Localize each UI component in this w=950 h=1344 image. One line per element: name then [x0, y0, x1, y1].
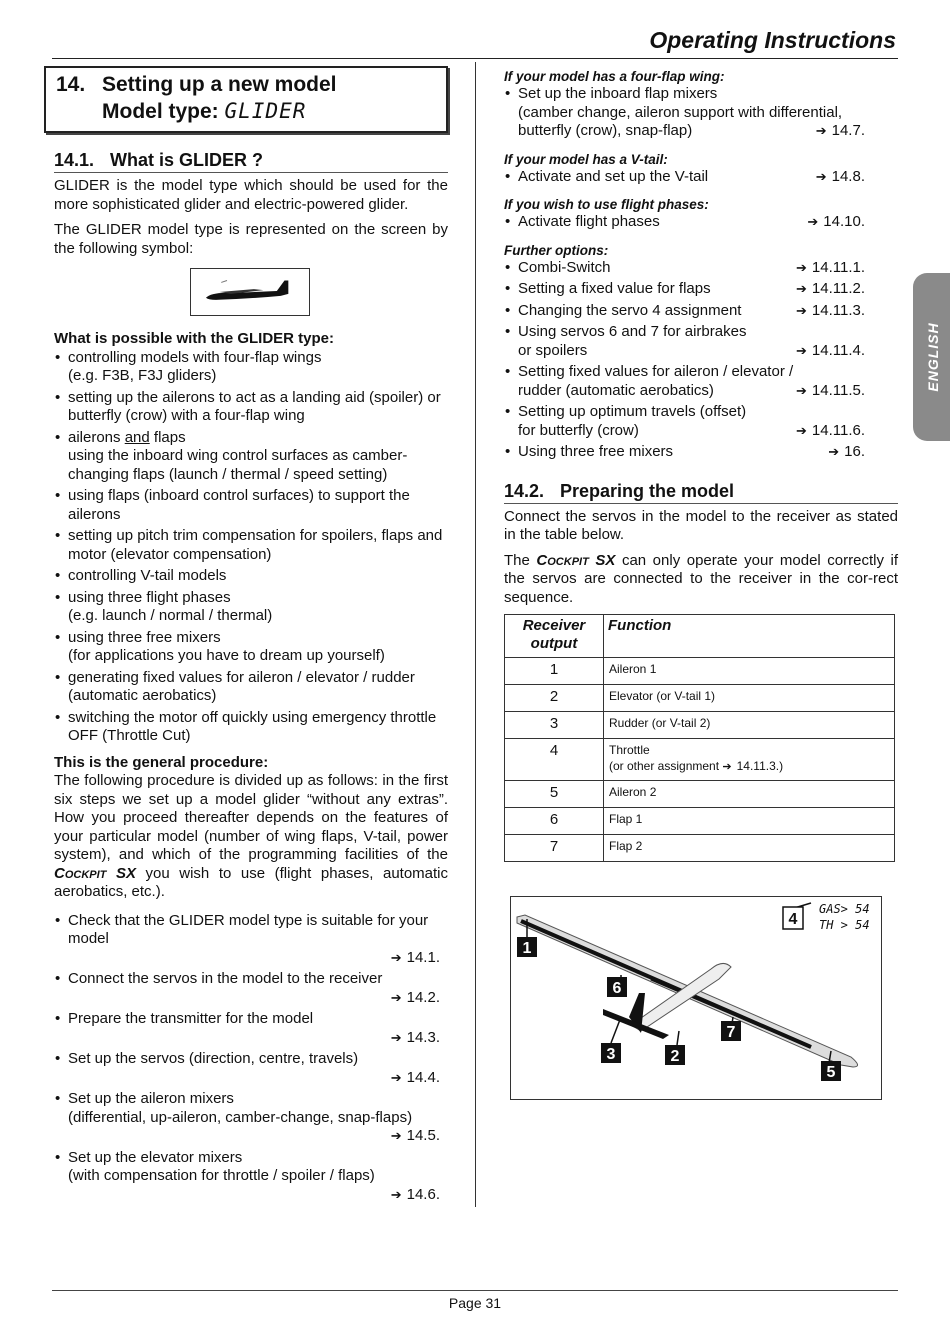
procedure-paragraph: The following procedure is divided up as follows: in the first six steps we set up a model glider “without any extras”. How you proceed thereafter depends on the features of your particular model (number of wing flaps, V-tail, power system), and which of the programming facilities of the Cockpit SX you wish to use (flight phases, automatic aerobatics, etc.). — [54, 772, 449, 900]
svg-text:7: 7 — [726, 1024, 736, 1041]
table-row: 2 Elevator (or V-tail 1) — [505, 685, 895, 712]
four-flap-list — [504, 85, 898, 141]
list-item: • Activate and set up the V-tail ➔ 14.8. — [504, 168, 898, 187]
footer-rule — [52, 1290, 898, 1291]
glider-servo-diagram — [510, 896, 882, 1100]
lcd-line-2: TH > 54 — [819, 918, 870, 932]
page-number: Page 31 — [448, 1295, 502, 1311]
section-title-box — [44, 66, 448, 133]
glider-symbol-icon — [190, 268, 310, 316]
vtail-heading: If your model has a V-tail: — [504, 151, 668, 167]
list-item: • switching the motor off quickly using emergency throttle OFF (Throttle Cut) — [54, 709, 448, 746]
list-item: • Set up the inboard flap mixers (camber change, aileron support with differential, butterfly (crow), snap-flap) ➔ 14.7. — [504, 85, 898, 141]
step-item: • Check that the GLIDER model type is suitable for your model ➔ 14.1. — [54, 912, 448, 968]
list-item: • ailerons and flaps using the inboard wing control surfaces as camber-changing flaps (launch / thermal / speed setting) — [54, 429, 448, 485]
further-heading: Further options: — [504, 242, 609, 258]
list-item: • Changing the servo 4 assignment ➔ 14.11.3. — [504, 302, 898, 321]
language-tab-label: ENGLISH — [924, 322, 941, 392]
possible-heading: What is possible with the GLIDER type: — [54, 330, 335, 347]
svg-text:3: 3 — [606, 1046, 616, 1063]
list-item: • setting up the ailerons to act as a landing aid (spoiler) or butterfly (crow) with a four-flap wing — [54, 389, 448, 426]
model-type-display: GLIDER — [224, 99, 307, 123]
callout-3 — [601, 1043, 621, 1063]
list-item: • using three flight phases (e.g. launch / normal / thermal) — [54, 589, 448, 626]
list-item: • Activate flight phases ➔ 14.10. — [504, 213, 898, 232]
list-item: • Setting up optimum travels (offset) for butterfly (crow) ➔ 14.11.6. — [504, 403, 898, 440]
paragraph: Connect the servos in the model to the receiver as stated in the table below. — [504, 507, 898, 543]
column-header-output: Receiver output — [505, 615, 604, 658]
paragraph: GLIDER is the model type which should be used for the more sophisticated glider and electric-powered glider. — [54, 177, 448, 213]
table-row: 7 Flap 2 — [505, 835, 895, 862]
callout-4 — [783, 907, 803, 929]
column-header-function: Function — [604, 615, 895, 658]
step-item: • Set up the servos (direction, centre, travels) ➔ 14.4. — [54, 1050, 448, 1087]
list-item: • using flaps (inboard control surfaces) to support the ailerons — [54, 487, 448, 524]
right-column — [504, 66, 898, 1100]
list-item: • controlling models with four-flap wings (e.g. F3B, F3J gliders) — [54, 349, 448, 386]
step-item: • Prepare the transmitter for the model ➔ 14.3. — [54, 1010, 448, 1047]
step-item: • Set up the elevator mixers (with compensation for throttle / spoiler / flaps) ➔ 14.6. — [54, 1149, 448, 1205]
svg-text:6: 6 — [612, 980, 622, 997]
step-item: • Set up the aileron mixers (differential, up-aileron, camber-change, snap-flaps) ➔ 14.5. — [54, 1090, 448, 1146]
svg-text:1: 1 — [522, 940, 532, 957]
language-tab — [913, 273, 950, 441]
callout-6 — [607, 977, 627, 997]
svg-text:4: 4 — [788, 911, 798, 928]
list-item: • Using servos 6 and 7 for airbrakes or spoilers ➔ 14.11.4. — [504, 323, 898, 360]
phases-list — [504, 213, 898, 232]
phases-heading: If you wish to use flight phases: — [504, 197, 709, 212]
callout-5 — [821, 1061, 841, 1081]
receiver-table — [504, 614, 895, 862]
four-flap-heading: If your model has a four-flap wing: — [504, 69, 725, 84]
glider-servo-illustration — [511, 897, 883, 1101]
procedure-heading: This is the general procedure: — [54, 753, 269, 771]
svg-text:2: 2 — [670, 1048, 680, 1065]
list-item: • Combi-Switch ➔ 14.11.1. — [504, 259, 898, 278]
paragraph: The GLIDER model type is represented on the screen by the following symbol: — [54, 221, 448, 257]
list-item: • generating fixed values for aileron / elevator / rudder (automatic aerobatics) — [54, 669, 448, 706]
heading-14-2: 14.2. Preparing the model — [504, 480, 898, 504]
list-item: • Using three free mixers ➔ 16. — [504, 443, 898, 462]
callout-2 — [665, 1045, 685, 1065]
table-row: 3 Rudder (or V-tail 2) — [505, 712, 895, 739]
page-header-title: Operating Instructions — [649, 27, 896, 53]
list-item: • controlling V-tail models — [54, 567, 448, 586]
list-item: • Setting fixed values for aileron / elevator / rudder (automatic aerobatics) ➔ 14.11.5. — [504, 363, 898, 400]
list-item: • using three free mixers (for applications you have to dream up yourself) — [54, 629, 448, 666]
callout-1 — [517, 937, 537, 957]
header-rule — [52, 58, 898, 59]
vtail-list — [504, 168, 898, 187]
table-header-row — [505, 615, 895, 658]
list-item: • Setting a fixed value for flaps ➔ 14.11.2. — [504, 280, 898, 299]
section-title-line2: Model type: — [102, 100, 219, 123]
possible-list — [54, 349, 448, 746]
section-number: 14. — [56, 73, 86, 96]
column-divider — [475, 62, 476, 1207]
lcd-line-1: GAS> 54 — [819, 902, 870, 916]
step-item: • Connect the servos in the model to the receiver ➔ 14.2. — [54, 970, 448, 1007]
callout-7 — [721, 1021, 741, 1041]
table-row: 4 Throttle (or other assignment ➔ 14.11.3.) — [505, 739, 895, 781]
paragraph: The Cockpit SX can only operate your model correctly if the servos are connected to the receiver in the cor-rect sequence. — [504, 551, 899, 606]
left-column — [54, 66, 448, 1210]
table-row: 1 Aileron 1 — [505, 658, 895, 685]
table-row: 5 Aileron 2 — [505, 781, 895, 808]
table-row: 6 Flap 1 — [505, 808, 895, 835]
further-list — [504, 259, 898, 462]
section-title-line1: Setting up a new model — [102, 73, 337, 96]
list-item: • setting up pitch trim compensation for spoilers, flaps and motor (elevator compensation) — [54, 527, 448, 564]
steps-list — [54, 912, 448, 1205]
heading-14-1: 14.1. What is GLIDER ? — [54, 149, 448, 173]
svg-text:5: 5 — [826, 1064, 836, 1081]
